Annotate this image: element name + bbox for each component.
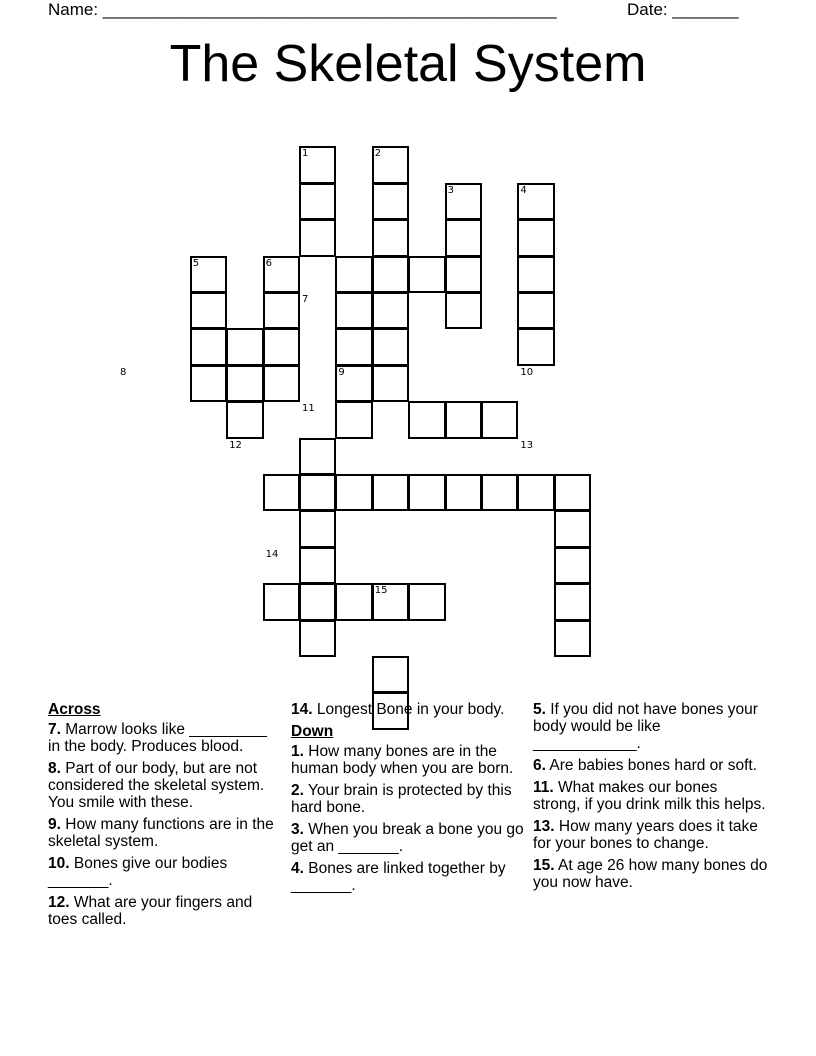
crossword-cell[interactable] bbox=[408, 583, 445, 620]
clue-number: 2. bbox=[291, 782, 304, 799]
crossword-cell[interactable] bbox=[372, 183, 409, 220]
clue bbox=[291, 782, 526, 816]
clue-text: At age 26 how many bones do you now have. bbox=[533, 857, 768, 891]
crossword-cell[interactable] bbox=[481, 401, 518, 438]
clue-text: What are your fingers and toes called. bbox=[48, 894, 253, 928]
crossword-cell[interactable] bbox=[226, 328, 263, 365]
crossword-cell[interactable] bbox=[299, 620, 336, 657]
clue-number: 14. bbox=[291, 701, 313, 718]
crossword-cell[interactable] bbox=[445, 292, 482, 329]
crossword-cell[interactable] bbox=[335, 401, 372, 438]
clue bbox=[533, 701, 768, 752]
crossword-cell[interactable] bbox=[226, 401, 263, 438]
clue bbox=[291, 821, 526, 855]
crossword-cell[interactable] bbox=[445, 474, 482, 511]
clue-number: 9. bbox=[48, 816, 61, 833]
clues-column-2 bbox=[291, 701, 526, 899]
crossword-cell[interactable] bbox=[335, 292, 372, 329]
crossword-cell[interactable] bbox=[481, 474, 518, 511]
clue-text: When you break a bone you go get an _______. bbox=[291, 821, 524, 855]
clue-text: Marrow looks like _________ in the body. Produces blood. bbox=[48, 721, 267, 755]
crossword-cell[interactable] bbox=[554, 583, 591, 620]
clue-text: Bones give our bodies _______. bbox=[48, 855, 228, 889]
clue bbox=[533, 818, 768, 852]
crossword-cell[interactable] bbox=[190, 365, 227, 402]
clue bbox=[291, 860, 526, 894]
clue-number: 1. bbox=[291, 743, 304, 760]
clue-number-label: 11 bbox=[302, 403, 315, 415]
clue-number-label: 8 bbox=[120, 366, 127, 378]
crossword-cell[interactable] bbox=[335, 583, 372, 620]
clue bbox=[533, 779, 768, 813]
across-heading: Across bbox=[48, 701, 101, 718]
clues-column-1 bbox=[48, 701, 283, 933]
clue-text: How many functions are in the skeletal system. bbox=[48, 816, 274, 850]
crossword-cell[interactable] bbox=[190, 292, 227, 329]
clue-text: Your brain is protected by this hard bone. bbox=[291, 782, 512, 816]
crossword-cell[interactable] bbox=[517, 256, 554, 293]
crossword-cell[interactable] bbox=[445, 256, 482, 293]
clue bbox=[533, 857, 768, 891]
crossword-cell[interactable] bbox=[554, 620, 591, 657]
crossword-cell[interactable] bbox=[517, 219, 554, 256]
clue-number-label: 1 bbox=[302, 148, 309, 160]
date-field[interactable]: Date: _______ bbox=[627, 0, 739, 19]
crossword-cell[interactable] bbox=[263, 365, 300, 402]
crossword-cell[interactable] bbox=[299, 219, 336, 256]
clue bbox=[533, 757, 768, 774]
clue-number-label: 13 bbox=[520, 439, 534, 451]
clue-number: 8. bbox=[48, 760, 61, 777]
clue-text: Part of our body, but are not considered the skeletal system. You smile with these. bbox=[48, 760, 265, 811]
clue-number-label: 5 bbox=[192, 257, 200, 269]
clue-number-label: 7 bbox=[302, 294, 309, 305]
clue-number: 7. bbox=[48, 721, 61, 738]
crossword-cell[interactable] bbox=[299, 474, 336, 511]
crossword-cell[interactable] bbox=[263, 474, 300, 511]
crossword-cell[interactable] bbox=[299, 583, 336, 620]
crossword-cell[interactable] bbox=[335, 328, 372, 365]
clue-text: Longest Bone in your body. bbox=[312, 701, 505, 718]
crossword-cell[interactable] bbox=[372, 656, 409, 693]
clue-number-label: 6 bbox=[265, 257, 272, 269]
clue-text: Are babies bones hard or soft. bbox=[545, 757, 758, 774]
clue-number-label: 14 bbox=[265, 548, 279, 560]
clues-column-3 bbox=[533, 701, 768, 896]
clue-number-label: 12 bbox=[229, 439, 242, 451]
crossword-cell[interactable] bbox=[299, 547, 336, 584]
crossword-cell[interactable] bbox=[372, 219, 409, 256]
clue bbox=[291, 743, 526, 777]
crossword-cell[interactable] bbox=[335, 256, 372, 293]
crossword-cell[interactable] bbox=[263, 292, 300, 329]
crossword-cell[interactable] bbox=[445, 401, 482, 438]
crossword-cell[interactable] bbox=[372, 328, 409, 365]
clue-number-label: 9 bbox=[338, 366, 345, 378]
clue-text: How many bones are in the human body when you are born. bbox=[291, 743, 514, 777]
clue bbox=[48, 894, 283, 928]
crossword-cell[interactable] bbox=[263, 583, 300, 620]
crossword-cell[interactable] bbox=[263, 328, 300, 365]
clue-number: 10. bbox=[48, 855, 70, 872]
crossword-cell[interactable] bbox=[445, 219, 482, 256]
crossword-cell[interactable] bbox=[372, 474, 409, 511]
crossword-cell[interactable] bbox=[299, 510, 336, 547]
crossword-cell[interactable] bbox=[372, 292, 409, 329]
clue bbox=[48, 855, 283, 889]
clue-text: How many years does it take for your bones to change. bbox=[533, 818, 758, 852]
clue-number: 3. bbox=[291, 821, 304, 838]
crossword-cell[interactable] bbox=[517, 292, 554, 329]
clue-text: If you did not have bones your body would be like ____________. bbox=[533, 701, 758, 752]
name-field[interactable]: Name: ________________________________________________ bbox=[48, 0, 557, 19]
clue-number: 5. bbox=[533, 701, 546, 718]
crossword-cell[interactable] bbox=[408, 401, 445, 438]
clue-number-label: 2 bbox=[374, 148, 382, 160]
clue bbox=[48, 816, 283, 850]
crossword-cell[interactable] bbox=[408, 474, 445, 511]
crossword-cell[interactable] bbox=[554, 547, 591, 584]
clue-text: What makes our bones strong, if you drink milk this helps. bbox=[533, 779, 766, 813]
clue-number: 4. bbox=[291, 860, 304, 877]
clue-number-label: 4 bbox=[520, 184, 527, 196]
clue-number: 15. bbox=[533, 857, 555, 874]
clue-number: 6. bbox=[533, 757, 546, 774]
clue bbox=[291, 701, 526, 718]
clue-number-label: 15 bbox=[374, 585, 388, 597]
clue bbox=[48, 760, 283, 811]
crossword-cell[interactable] bbox=[517, 474, 554, 511]
crossword-cell[interactable] bbox=[190, 328, 227, 365]
crossword-cell[interactable] bbox=[226, 365, 263, 402]
clue-number-label: 3 bbox=[447, 184, 454, 196]
crossword-cell[interactable] bbox=[299, 183, 336, 220]
clue-number-label: 10 bbox=[520, 366, 534, 378]
crossword-cell[interactable] bbox=[299, 438, 336, 475]
crossword-cell[interactable] bbox=[408, 256, 445, 293]
clue-text: Bones are linked together by _______. bbox=[291, 860, 506, 894]
clue bbox=[48, 721, 283, 755]
clue-number: 13. bbox=[533, 818, 555, 835]
crossword-cell[interactable] bbox=[554, 474, 591, 511]
crossword-cell[interactable] bbox=[372, 256, 409, 293]
clue-number: 12. bbox=[48, 894, 70, 911]
crossword-cell[interactable] bbox=[372, 365, 409, 402]
down-heading: Down bbox=[291, 723, 334, 740]
crossword-cell[interactable] bbox=[517, 328, 554, 365]
clue-number: 11. bbox=[533, 779, 554, 796]
crossword-cell[interactable] bbox=[554, 510, 591, 547]
crossword-cell[interactable] bbox=[335, 474, 372, 511]
page-title: The Skeletal System bbox=[169, 35, 647, 93]
